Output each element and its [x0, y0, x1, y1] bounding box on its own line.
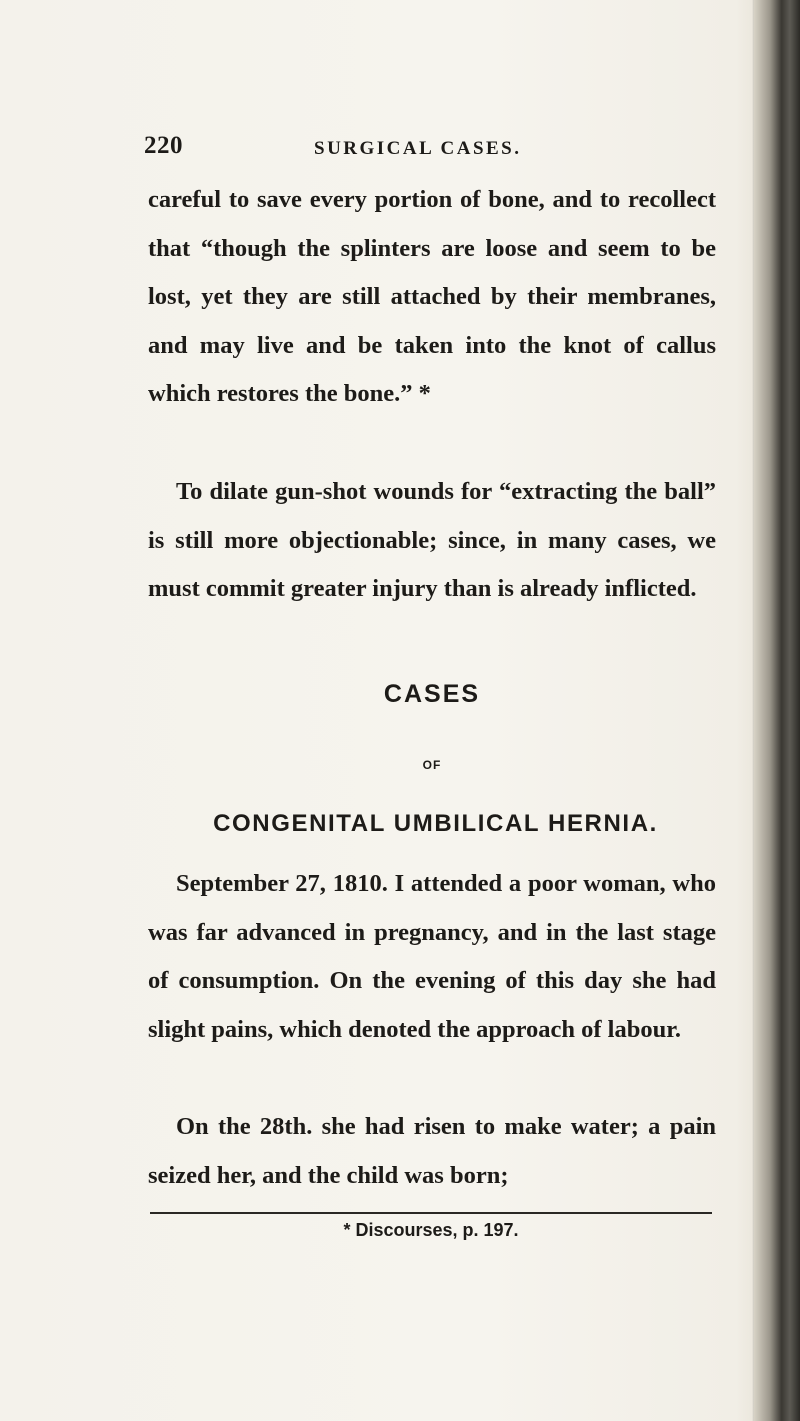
- section-heading-of: OF: [422, 758, 442, 772]
- section-heading-cases: CASES: [383, 680, 481, 708]
- paragraph-gun-shot-wounds: To dilate gun-shot wounds for “extracting the ball” is still more objectionable; since, in many cases, we must commit greater injury than is already inflicted.: [148, 478, 716, 603]
- paragraph-bone-splinters: careful to save every portion of bone, and to recollect that “though the splinters are loose and seem to be lost, yet they are still attached by their membranes, and may live and be taken into the knot of callus which restores the bone.” *: [148, 186, 716, 408]
- footnote-divider: [150, 1212, 712, 1214]
- page-number: 220: [144, 132, 183, 159]
- footnote: * Discourses, p. 197.: [343, 1220, 519, 1240]
- running-head-title: SURGICAL CASES.: [314, 138, 522, 159]
- section-heading-hernia: CONGENITAL UMBILICAL HERNIA.: [213, 810, 658, 837]
- running-head: [144, 132, 764, 166]
- book-binding-edge: [754, 0, 800, 1421]
- paragraph-case-september: September 27, 1810. I attended a poor woman, who was far advanced in pregnancy, and in the last stage of consumption. On the evening of this day she had slight pains, which denoted the approach of labour.: [148, 870, 716, 1043]
- paragraph-case-28th: On the 28th. she had risen to make water; a pain seized her, and the child was born;: [148, 1113, 716, 1189]
